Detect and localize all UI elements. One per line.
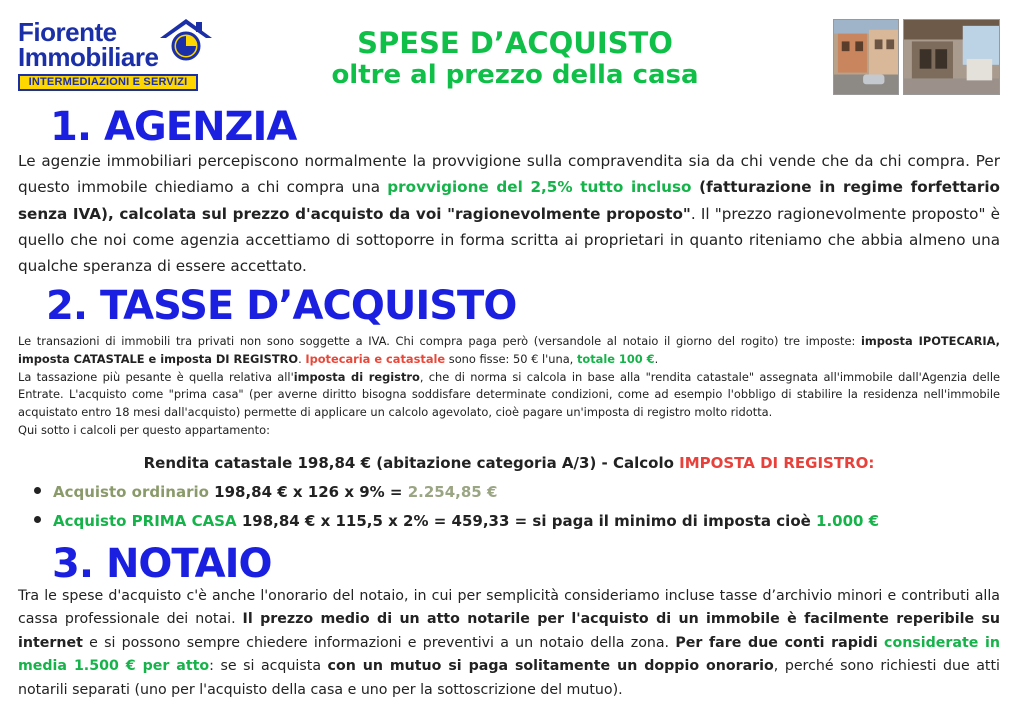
page-subtitle: oltre al prezzo della casa	[331, 60, 699, 90]
logo-line1: Fiorente	[18, 17, 117, 47]
agency-logo	[18, 18, 200, 94]
notaio-paragraph: Tra le spese d'acquisto c'è anche l'onorario del notaio, in cui per semplicità consideriamo incluse tasse d’archivio minori e contributi alla cassa professionale dei notai. Il prezzo medio di un atto notarile per l'acquisto di un immobile è facilmente reperibile su internet e si possono sempre chiedere informazioni e preventivi a un notaio della zona. Per fare due conti rapidi considerate in media 1.500 € per atto: se si acquista con un mutuo si paga solitamente un doppio onorario, perché sono richiesti due atti notarili separati (uno per l'acquisto della casa e uno per la sottoscrizione del mutuo).	[18, 588, 1001, 698]
page-title: SPESE D’ACQUISTO	[357, 26, 673, 60]
agenzia-paragraph: Le agenzie immobiliari percepiscono normalmente la provvigione sulla compravendita sia da chi vende che da chi compra. Per questo immobile chiediamo a chi compra una provvigione del 2,5% tutto incluso (fatturazione in regime forfettario senza IVA), calcolata sul prezzo d'acquisto da voi "ragionevolmente proposto". Il "prezzo ragionevolmente proposto" è quello che noi come agenzia accettiamo di sottoporre in forma scritta ai proprietari in quanto riteniamo che abbia almeno una qualche speranza di essere accettato.	[18, 152, 1000, 276]
logo-tagline: INTERMEDIAZIONI E SERVIZI	[18, 74, 198, 91]
section-heading-notaio: 3. NOTAIO	[52, 541, 272, 587]
tasse-paragraph: Le transazioni di immobili tra privati non sono soggette a IVA. Chi compra paga però (versandole al notaio il giorno del rogito) tre imposte: imposta IPOTECARIA, imposta CATASTALE e imposta DI REGISTRO. Ipotecaria e catastale sono fisse: 50 € l'una, totale 100 €. La tassazione più pesante è quella relativa all'imposta di registro, che di norma si calcola in base alla "rendita catastale" assegnata all'immobile dall'Agenzia delle Entrate. L'acquisto come "prima casa" (per averne diritto bisogna soddisfare determinate condizioni, come ad esempio l'obbligo di stabilire la residenza nell'immobile acquistato entro 18 mesi dall'acquisto) permette di applicare un calcolo agevolato, cioè pagare un'imposta di registro molto ridotta. Qui sotto i calcoli per questo appartamento:	[18, 334, 1001, 437]
calc-prima-casa: Acquisto PRIMA CASA 198,84 € x 115,5 x 2% = 459,33 = si paga il minimo di imposta cioè 1.000 €	[34, 512, 879, 530]
section-heading-agenzia: 1. AGENZIA	[50, 104, 297, 150]
bullet-icon	[34, 487, 41, 494]
section-heading-tasse: 2. TASSE D’ACQUISTO	[46, 283, 517, 329]
property-photo-courtyard	[903, 19, 1000, 95]
property-photo-street	[833, 19, 899, 95]
calc-heading: Rendita catastale 198,84 € (abitazione categoria A/3) - Calcolo IMPOSTA DI REGISTRO:	[143, 454, 875, 472]
logo-line2: Immobiliare	[18, 42, 159, 72]
house-icon	[156, 16, 216, 64]
bullet-icon	[34, 516, 41, 523]
calc-ordinary: Acquisto ordinario 198,84 € x 126 x 9% = 2.254,85 €	[34, 483, 497, 501]
